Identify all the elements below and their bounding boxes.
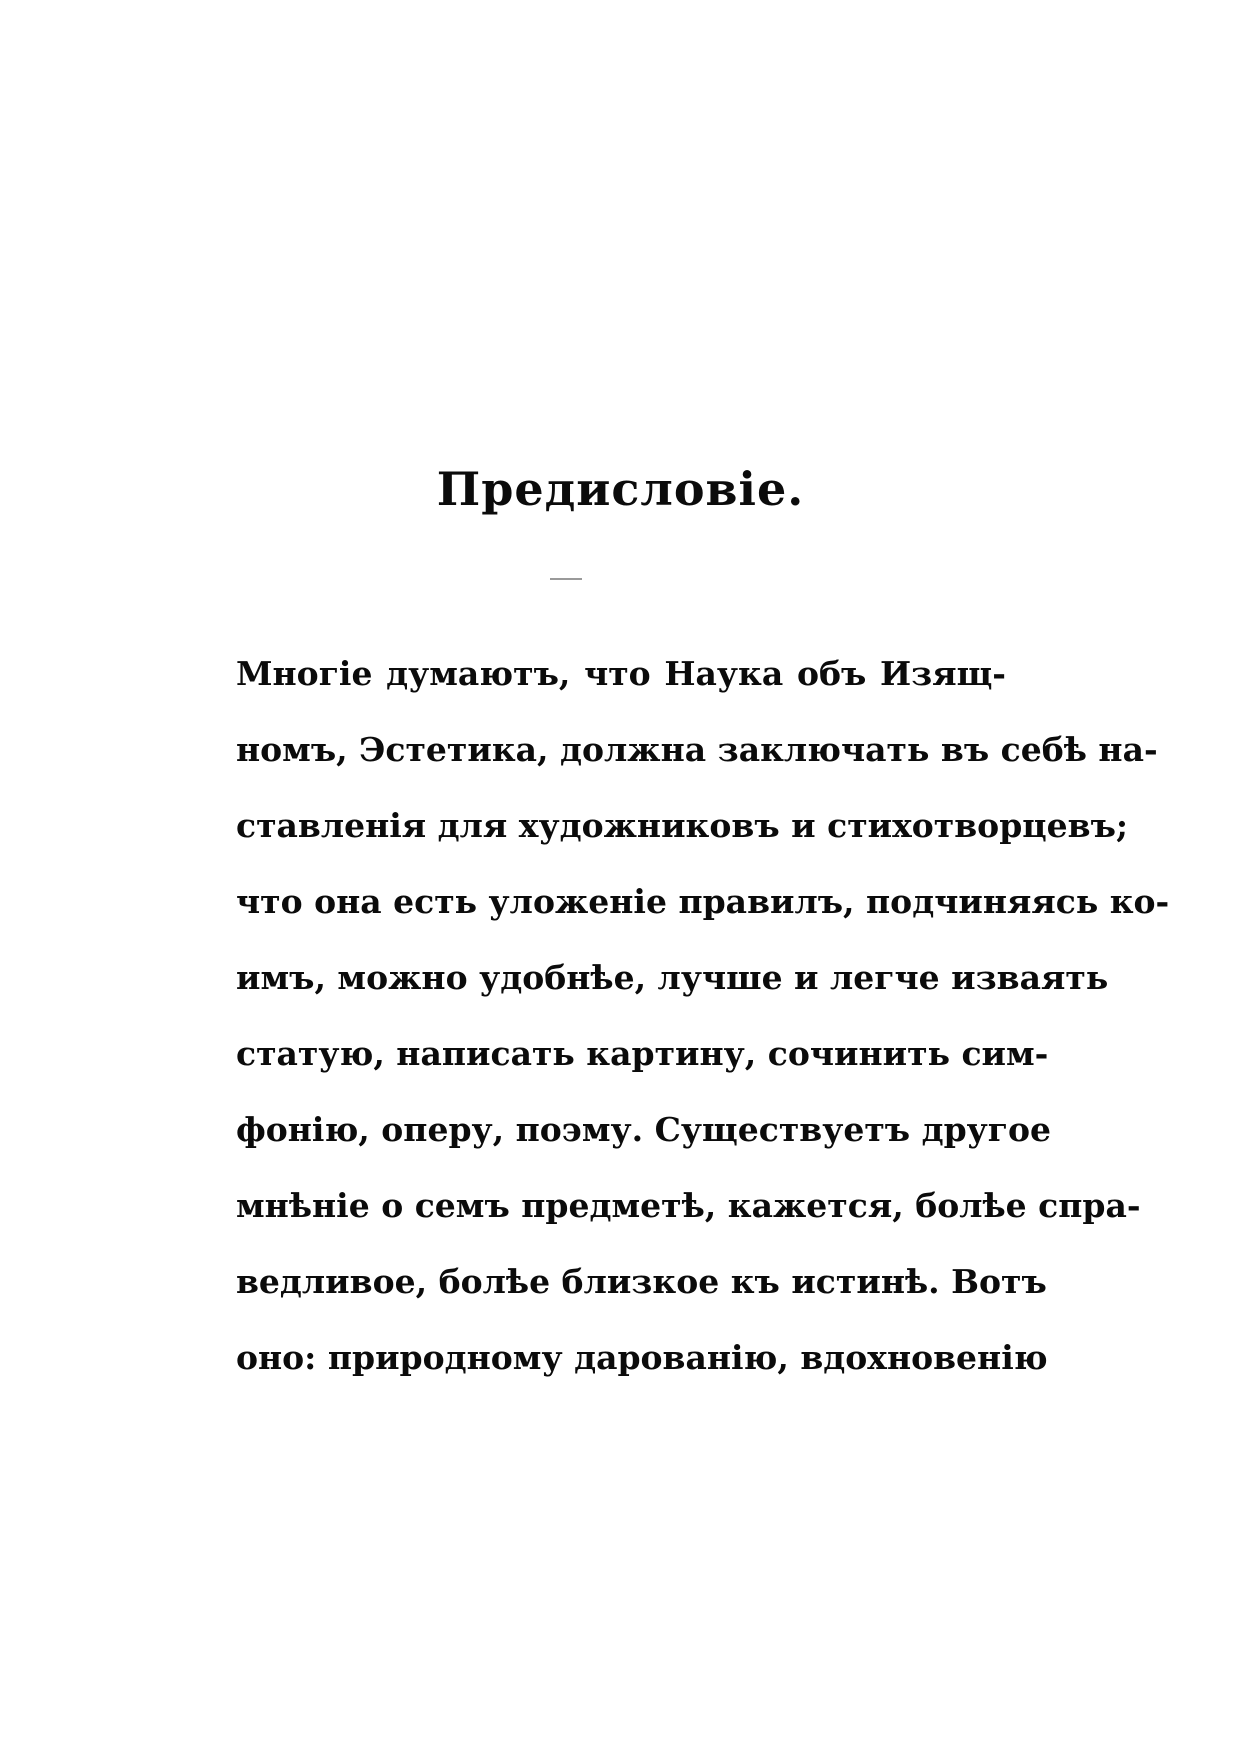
text-line: оно: природному дарованію, вдохновенію	[236, 1338, 1048, 1377]
text-line: Многіе думаютъ, что Наука объ Изящ-	[236, 654, 1006, 693]
text-line: что она есть уложеніе правилъ, подчиняясь ко-	[236, 882, 1170, 921]
text-line: статую, написать картину, сочинить сим-	[236, 1034, 1049, 1073]
page-title: Предисловіе.	[436, 462, 805, 516]
text-line: фонію, оперу, поэму. Существуетъ другое	[236, 1110, 1051, 1149]
text-line: ведливое, болѣе близкое къ истинѣ. Вотъ	[236, 1262, 1047, 1301]
body-text	[236, 648, 1170, 1408]
text-line: ставленія для художниковъ и стихотворцевъ;	[236, 806, 1129, 845]
text-line: мнѣніе о семъ предметѣ, кажется, болѣе спра-	[236, 1186, 1141, 1225]
text-line: номъ, Эстетика, должна заключать въ себѣ на-	[236, 730, 1158, 769]
title-divider	[550, 578, 582, 580]
text-line: имъ, можно удобнѣе, лучше и легче изваять	[236, 958, 1109, 997]
